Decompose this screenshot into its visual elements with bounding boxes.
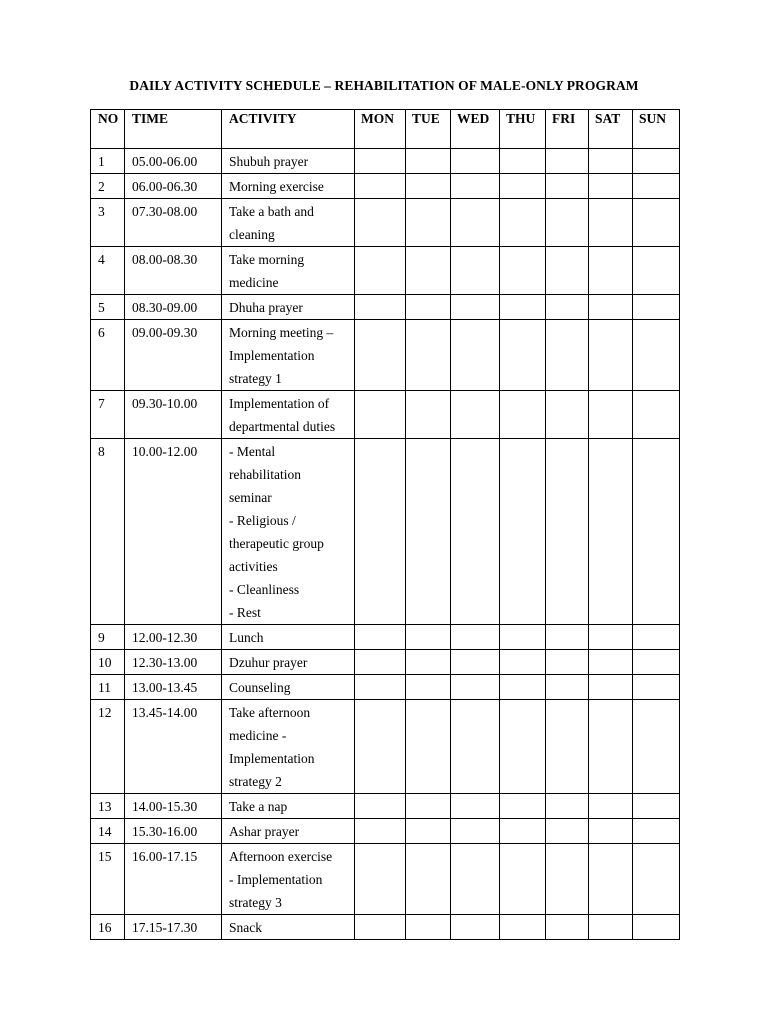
row-activity: Take morning medicine: [222, 247, 355, 295]
day-cell-wed: [451, 844, 500, 915]
day-cell-thu: [500, 199, 546, 247]
day-cell-fri: [546, 819, 589, 844]
table-row: [91, 247, 680, 295]
row-activity: Counseling: [222, 675, 355, 700]
day-cell-tue: [406, 819, 451, 844]
day-cell-thu: [500, 819, 546, 844]
day-cell-fri: [546, 625, 589, 650]
day-cell-tue: [406, 247, 451, 295]
day-cell-tue: [406, 149, 451, 174]
day-cell-thu: [500, 439, 546, 625]
row-activity: Morning exercise: [222, 174, 355, 199]
header-tue: TUE: [406, 110, 451, 149]
table-row: [91, 391, 680, 439]
row-number: 4: [91, 247, 125, 295]
day-cell-sun: [633, 295, 680, 320]
table-row: [91, 320, 680, 391]
row-number: 1: [91, 149, 125, 174]
day-cell-sun: [633, 320, 680, 391]
day-cell-mon: [355, 174, 406, 199]
row-activity: Lunch: [222, 625, 355, 650]
schedule-table: [90, 109, 680, 940]
row-number: 7: [91, 391, 125, 439]
header-sat: SAT: [589, 110, 633, 149]
table-row: [91, 675, 680, 700]
day-cell-mon: [355, 650, 406, 675]
header-fri: FRI: [546, 110, 589, 149]
header-sun: SUN: [633, 110, 680, 149]
day-cell-mon: [355, 819, 406, 844]
day-cell-thu: [500, 844, 546, 915]
row-time: 13.45-14.00: [125, 700, 222, 794]
day-cell-mon: [355, 700, 406, 794]
day-cell-sun: [633, 915, 680, 940]
day-cell-wed: [451, 247, 500, 295]
day-cell-wed: [451, 650, 500, 675]
row-activity: Snack: [222, 915, 355, 940]
table-row: [91, 295, 680, 320]
day-cell-fri: [546, 650, 589, 675]
day-cell-wed: [451, 439, 500, 625]
day-cell-thu: [500, 794, 546, 819]
table-row: [91, 794, 680, 819]
table-row: [91, 650, 680, 675]
row-number: 12: [91, 700, 125, 794]
schedule-body: [91, 149, 680, 940]
day-cell-thu: [500, 391, 546, 439]
day-cell-wed: [451, 819, 500, 844]
day-cell-tue: [406, 174, 451, 199]
row-number: 13: [91, 794, 125, 819]
row-time: 08.30-09.00: [125, 295, 222, 320]
day-cell-sat: [589, 625, 633, 650]
day-cell-sat: [589, 174, 633, 199]
row-time: 06.00-06.30: [125, 174, 222, 199]
row-activity: Take afternoon medicine - Implementation strategy 2: [222, 700, 355, 794]
table-row: [91, 174, 680, 199]
day-cell-mon: [355, 915, 406, 940]
day-cell-wed: [451, 625, 500, 650]
header-time: TIME: [125, 110, 222, 149]
day-cell-tue: [406, 320, 451, 391]
day-cell-sat: [589, 247, 633, 295]
day-cell-fri: [546, 247, 589, 295]
day-cell-mon: [355, 149, 406, 174]
day-cell-wed: [451, 391, 500, 439]
row-time: 08.00-08.30: [125, 247, 222, 295]
day-cell-tue: [406, 700, 451, 794]
row-number: 3: [91, 199, 125, 247]
table-row: [91, 149, 680, 174]
day-cell-sun: [633, 439, 680, 625]
row-activity: Ashar prayer: [222, 819, 355, 844]
day-cell-thu: [500, 174, 546, 199]
day-cell-fri: [546, 295, 589, 320]
day-cell-sat: [589, 700, 633, 794]
day-cell-mon: [355, 794, 406, 819]
day-cell-thu: [500, 700, 546, 794]
day-cell-tue: [406, 391, 451, 439]
day-cell-wed: [451, 700, 500, 794]
day-cell-wed: [451, 675, 500, 700]
day-cell-sat: [589, 295, 633, 320]
row-time: 07.30-08.00: [125, 199, 222, 247]
day-cell-tue: [406, 844, 451, 915]
day-cell-tue: [406, 650, 451, 675]
day-cell-thu: [500, 915, 546, 940]
day-cell-wed: [451, 794, 500, 819]
day-cell-mon: [355, 675, 406, 700]
row-time: 12.00-12.30: [125, 625, 222, 650]
row-number: 16: [91, 915, 125, 940]
row-time: 16.00-17.15: [125, 844, 222, 915]
row-number: 9: [91, 625, 125, 650]
table-row: [91, 625, 680, 650]
day-cell-fri: [546, 199, 589, 247]
day-cell-thu: [500, 675, 546, 700]
row-time: 15.30-16.00: [125, 819, 222, 844]
row-time: 17.15-17.30: [125, 915, 222, 940]
day-cell-thu: [500, 320, 546, 391]
row-time: 12.30-13.00: [125, 650, 222, 675]
day-cell-sat: [589, 675, 633, 700]
day-cell-fri: [546, 844, 589, 915]
day-cell-sun: [633, 149, 680, 174]
day-cell-sun: [633, 199, 680, 247]
row-time: 09.00-09.30: [125, 320, 222, 391]
row-time: 13.00-13.45: [125, 675, 222, 700]
table-row: [91, 700, 680, 794]
day-cell-tue: [406, 675, 451, 700]
row-number: 2: [91, 174, 125, 199]
table-row: [91, 819, 680, 844]
row-activity: - Mental rehabilitation seminar - Religious / therapeutic group activities - Cleanliness - Rest: [222, 439, 355, 625]
day-cell-sun: [633, 174, 680, 199]
row-number: 11: [91, 675, 125, 700]
day-cell-sun: [633, 391, 680, 439]
row-number: 6: [91, 320, 125, 391]
row-time: 14.00-15.30: [125, 794, 222, 819]
day-cell-thu: [500, 625, 546, 650]
day-cell-sat: [589, 149, 633, 174]
header-row: [91, 110, 680, 149]
day-cell-fri: [546, 675, 589, 700]
day-cell-sun: [633, 794, 680, 819]
day-cell-sat: [589, 794, 633, 819]
day-cell-sun: [633, 650, 680, 675]
header-wed: WED: [451, 110, 500, 149]
day-cell-tue: [406, 625, 451, 650]
day-cell-wed: [451, 199, 500, 247]
day-cell-mon: [355, 625, 406, 650]
day-cell-wed: [451, 915, 500, 940]
day-cell-thu: [500, 247, 546, 295]
header-thu: THU: [500, 110, 546, 149]
day-cell-thu: [500, 295, 546, 320]
day-cell-wed: [451, 295, 500, 320]
day-cell-thu: [500, 650, 546, 675]
day-cell-sun: [633, 625, 680, 650]
table-row: [91, 844, 680, 915]
header-mon: MON: [355, 110, 406, 149]
day-cell-mon: [355, 199, 406, 247]
day-cell-wed: [451, 320, 500, 391]
row-number: 14: [91, 819, 125, 844]
day-cell-fri: [546, 320, 589, 391]
table-row: [91, 439, 680, 625]
row-activity: Shubuh prayer: [222, 149, 355, 174]
day-cell-tue: [406, 295, 451, 320]
row-activity: Dhuha prayer: [222, 295, 355, 320]
day-cell-tue: [406, 794, 451, 819]
day-cell-thu: [500, 149, 546, 174]
day-cell-sat: [589, 915, 633, 940]
row-activity: Afternoon exercise - Implementation strategy 3: [222, 844, 355, 915]
day-cell-fri: [546, 174, 589, 199]
day-cell-sat: [589, 199, 633, 247]
page-title: DAILY ACTIVITY SCHEDULE – REHABILITATION OF MALE-ONLY PROGRAM: [129, 78, 639, 93]
day-cell-tue: [406, 915, 451, 940]
row-time: 09.30-10.00: [125, 391, 222, 439]
day-cell-sat: [589, 819, 633, 844]
day-cell-sat: [589, 320, 633, 391]
day-cell-sun: [633, 247, 680, 295]
day-cell-wed: [451, 149, 500, 174]
row-number: 10: [91, 650, 125, 675]
day-cell-sat: [589, 391, 633, 439]
table-row: [91, 199, 680, 247]
day-cell-sat: [589, 650, 633, 675]
day-cell-mon: [355, 295, 406, 320]
day-cell-fri: [546, 700, 589, 794]
header-no: NO: [91, 110, 125, 149]
row-number: 8: [91, 439, 125, 625]
day-cell-mon: [355, 439, 406, 625]
row-number: 15: [91, 844, 125, 915]
row-activity: Morning meeting – Implementation strategy 1: [222, 320, 355, 391]
header-activity: ACTIVITY: [222, 110, 355, 149]
day-cell-fri: [546, 439, 589, 625]
row-activity: Implementation of departmental duties: [222, 391, 355, 439]
day-cell-mon: [355, 391, 406, 439]
day-cell-mon: [355, 844, 406, 915]
day-cell-sun: [633, 819, 680, 844]
row-activity: Take a bath and cleaning: [222, 199, 355, 247]
row-number: 5: [91, 295, 125, 320]
table-row: [91, 915, 680, 940]
day-cell-sun: [633, 700, 680, 794]
row-activity: Dzuhur prayer: [222, 650, 355, 675]
row-activity: Take a nap: [222, 794, 355, 819]
day-cell-fri: [546, 794, 589, 819]
day-cell-fri: [546, 391, 589, 439]
row-time: 10.00-12.00: [125, 439, 222, 625]
day-cell-sat: [589, 844, 633, 915]
day-cell-fri: [546, 915, 589, 940]
day-cell-sat: [589, 439, 633, 625]
day-cell-wed: [451, 174, 500, 199]
day-cell-mon: [355, 320, 406, 391]
day-cell-sun: [633, 675, 680, 700]
day-cell-fri: [546, 149, 589, 174]
day-cell-tue: [406, 199, 451, 247]
day-cell-mon: [355, 247, 406, 295]
day-cell-sun: [633, 844, 680, 915]
day-cell-tue: [406, 439, 451, 625]
row-time: 05.00-06.00: [125, 149, 222, 174]
